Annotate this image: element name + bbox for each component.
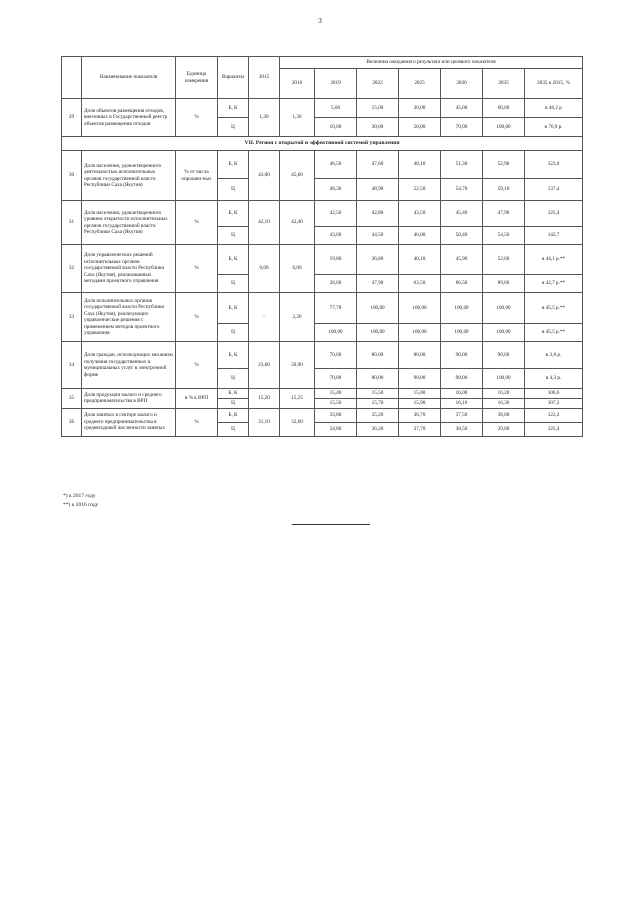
variant-cell: Ц [218, 369, 249, 389]
value-cell: 42,50 [315, 201, 357, 227]
header-2019: 2019 [315, 69, 357, 99]
value-cell: 36,70 [399, 408, 441, 422]
variant-cell: Ц [218, 399, 249, 409]
value-cell: 77,78 [315, 293, 357, 324]
header-num-cell [62, 57, 82, 99]
value-cell: в 3,8 р. [525, 342, 583, 369]
value-cell: 40,10 [399, 245, 441, 275]
header-unit: Единица измерения [176, 57, 218, 99]
value-cell: 50,40 [441, 227, 483, 245]
value-cell: 100,00 [315, 324, 357, 342]
value-cell: 100,00 [483, 118, 525, 137]
value-cell: 15,50 [357, 389, 399, 399]
indicator-name: Доля объектов размещения отходов, внесенных в Государственный реестр объектов размещения отходов [82, 99, 176, 137]
variant-cell: Б, К [218, 389, 249, 399]
value-cell: 15,90 [399, 399, 441, 409]
variant-cell: Б, К [218, 245, 249, 275]
value-cell: 60,00 [483, 99, 525, 118]
value-cell: 125,4 [525, 201, 583, 227]
footnote-2: **) к 2016 году [63, 501, 99, 508]
row-number: 36 [62, 408, 82, 436]
value-cell: 52,90 [483, 151, 525, 179]
value-cell: 52,00 [483, 245, 525, 275]
value-cell: 46,50 [315, 151, 357, 179]
indicator-name: Доля исполнительных органов государственной власти Республики Саха (Якутия), реализующих управленческие решения с применением методов проектного управления [82, 293, 176, 342]
value-cell: 54,50 [483, 227, 525, 245]
row-number: 31 [62, 201, 82, 245]
value-cell: 107,2 [525, 399, 583, 409]
footnote-1: *) к 2017 году [63, 493, 96, 499]
variant-cell: Б, К [218, 151, 249, 179]
rows-before-section [62, 99, 583, 137]
unit-cell: % [176, 408, 218, 436]
section-title: VII. Регион с открытой и эффективной системой управления [62, 137, 583, 151]
value-cell: 48,10 [399, 151, 441, 179]
value-cell: 5,00 [315, 99, 357, 118]
variant-cell: Ц [218, 275, 249, 293]
unit-cell: % [176, 99, 218, 137]
bottom-rule [292, 524, 370, 525]
value-cell: 16,30 [483, 399, 525, 409]
value-2016: 50,90 [280, 342, 315, 389]
value-cell: 100,00 [483, 293, 525, 324]
value-cell: 100,00 [441, 293, 483, 324]
indicator-name: Доля управленческих решений исполнительных органов государственной власти Республики Саха (Якутия), реализованных методами проектного управления [82, 245, 176, 293]
value-cell: 36,80 [357, 245, 399, 275]
value-cell: 47,60 [357, 151, 399, 179]
value-cell: 59,10 [483, 179, 525, 201]
header-2022: 2022 [357, 69, 399, 99]
indicator-name: Доля граждан, использующих механизм получения государственных и муниципальных услуг в электронной форме [82, 342, 176, 389]
value-cell: 48,30 [315, 179, 357, 201]
value-cell: в 4,3 р. [525, 369, 583, 389]
value-cell: 100,00 [399, 324, 441, 342]
value-cell: 70,00 [315, 342, 357, 369]
variant-cell: Б, К [218, 293, 249, 324]
unit-cell: % [176, 342, 218, 389]
value-2016: 1,30 [280, 99, 315, 137]
unit-cell: % [176, 245, 218, 293]
value-cell: 48,90 [357, 179, 399, 201]
value-cell: 45,00 [441, 99, 483, 118]
value-2016: 15,25 [280, 389, 315, 409]
value-cell: 100,00 [357, 324, 399, 342]
row-number: 35 [62, 389, 82, 409]
variant-cell: Ц [218, 118, 249, 137]
value-cell: в 46,2 р [525, 99, 583, 118]
value-cell: 43,00 [315, 227, 357, 245]
variant-cell: Ц [218, 422, 249, 436]
value-cell: 90,00 [441, 342, 483, 369]
value-cell: 45,90 [441, 245, 483, 275]
indicator-name: Доля населения, удовлетворенного деятельностью исполнительных органов государственной власти Республики Саха (Якутия) [82, 151, 176, 201]
value-cell: 142,7 [525, 227, 583, 245]
value-cell: 123,0 [525, 151, 583, 179]
indicator-name: Доля населения, удовлетворенного уровнем открытости исполнительных органов государственной власти Республики Саха (Якутия) [82, 201, 176, 245]
row-number: 30 [62, 151, 82, 201]
value-cell: 137,4 [525, 179, 583, 201]
value-2015: - [249, 293, 280, 342]
unit-cell: в % к ВРП [176, 389, 218, 409]
row-number: 29 [62, 99, 82, 137]
value-2016: 32,60 [280, 408, 315, 436]
value-cell: 38,50 [441, 422, 483, 436]
value-cell: 80,00 [357, 342, 399, 369]
value-2015: 0,00 [249, 245, 280, 293]
value-cell: 54,70 [441, 179, 483, 201]
rows-after-section [62, 151, 583, 437]
value-cell: 37,50 [441, 408, 483, 422]
value-cell: 30,00 [399, 99, 441, 118]
indicator-name: Доля продукции малого и среднего предпринимательства в ВРП [82, 389, 176, 409]
footnotes [63, 492, 98, 509]
value-cell: в 42,7 р.** [525, 275, 583, 293]
value-cell: 39,00 [483, 422, 525, 436]
value-cell: 34,80 [315, 422, 357, 436]
value-cell: 100,00 [357, 293, 399, 324]
value-2016: 2,20 [280, 293, 315, 342]
header-2035: 2035 [483, 69, 525, 99]
value-cell: 15,80 [399, 389, 441, 399]
value-2015: 15,20 [249, 389, 280, 409]
value-2015: 42,10 [249, 201, 280, 245]
header-group: Величина ожидаемого результата или целевого показателя [280, 57, 583, 69]
value-2016: 0,00 [280, 245, 315, 293]
indicators-table [61, 56, 583, 437]
value-cell: 28,00 [315, 275, 357, 293]
value-cell: 47,90 [357, 275, 399, 293]
value-cell: в 45,5 р.** [525, 293, 583, 324]
unit-cell: % [176, 293, 218, 342]
row-number: 34 [62, 342, 82, 389]
variant-cell: Б, К [218, 201, 249, 227]
header-2025: 2025 [399, 69, 441, 99]
value-cell: 90,00 [399, 369, 441, 389]
value-cell: 80,00 [399, 342, 441, 369]
row-number: 33 [62, 293, 82, 342]
row-number: 32 [62, 245, 82, 293]
value-cell: 43,50 [399, 201, 441, 227]
value-cell: 15,70 [357, 399, 399, 409]
value-cell: 63,50 [399, 275, 441, 293]
variant-cell: Б, К [218, 342, 249, 369]
value-cell: в 76,9 р. [525, 118, 583, 137]
unit-cell: % от числа опрошен-ных [176, 151, 218, 201]
value-cell: в 45,5 р.** [525, 324, 583, 342]
value-cell: 100,00 [483, 324, 525, 342]
header-name: Наименование показателя [82, 57, 176, 99]
value-cell: 46,00 [399, 227, 441, 245]
indicator-name: Доля занятых в секторе малого и среднего предпринимательства в среднегодовой численности занятых [82, 408, 176, 436]
value-2015: 23,60 [249, 342, 280, 389]
value-cell: 16,20 [483, 389, 525, 399]
value-cell: 122,2 [525, 408, 583, 422]
variant-cell: Б, К [218, 408, 249, 422]
header-2015: 2015 [249, 57, 280, 99]
page-number: 3 [318, 17, 322, 25]
value-cell: 52,50 [399, 179, 441, 201]
value-2015: 43,00 [249, 151, 280, 201]
value-cell: 10,00 [315, 118, 357, 137]
value-cell: 15,00 [357, 99, 399, 118]
value-cell: 70,00 [441, 118, 483, 137]
value-cell: 33,80 [315, 408, 357, 422]
value-cell: 100,00 [399, 293, 441, 324]
value-cell: 16,00 [441, 389, 483, 399]
value-cell: 45,40 [441, 201, 483, 227]
value-cell: 38,00 [483, 408, 525, 422]
value-cell: 80,00 [357, 369, 399, 389]
value-cell: 19,80 [315, 245, 357, 275]
value-cell: 15,50 [315, 399, 357, 409]
value-cell: 90,00 [483, 342, 525, 369]
value-cell: 86,50 [441, 275, 483, 293]
value-cell: 51,30 [441, 151, 483, 179]
value-cell: 35,20 [357, 408, 399, 422]
value-cell: 37,70 [399, 422, 441, 436]
value-cell: 15,40 [315, 389, 357, 399]
value-cell: 100,00 [483, 369, 525, 389]
value-cell: 42,80 [357, 201, 399, 227]
variant-cell: Ц [218, 227, 249, 245]
value-cell: 36,20 [357, 422, 399, 436]
value-2016: 42,40 [280, 201, 315, 245]
header-2016: 2016 [280, 69, 315, 99]
value-cell: 100,00 [441, 324, 483, 342]
variant-cell: Б, К [218, 99, 249, 118]
value-2015: 31,10 [249, 408, 280, 436]
value-cell: 16,10 [441, 399, 483, 409]
value-cell: 47,90 [483, 201, 525, 227]
value-cell: в 44,1 р.** [525, 245, 583, 275]
variant-cell: Ц [218, 324, 249, 342]
value-2016: 45,60 [280, 151, 315, 201]
value-cell: 106,6 [525, 389, 583, 399]
value-cell: 30,00 [357, 118, 399, 137]
header-variants: Варианты [218, 57, 249, 99]
header-ratio: 2035 к 2015, % [525, 69, 583, 99]
value-cell: 90,00 [441, 369, 483, 389]
unit-cell: % [176, 201, 218, 245]
value-cell: 89,60 [483, 275, 525, 293]
value-cell: 70,00 [315, 369, 357, 389]
variant-cell: Ц [218, 179, 249, 201]
value-cell: 44,50 [357, 227, 399, 245]
value-2015: 1,30 [249, 99, 280, 137]
header-2030: 2030 [441, 69, 483, 99]
value-cell: 125,4 [525, 422, 583, 436]
value-cell: 50,00 [399, 118, 441, 137]
